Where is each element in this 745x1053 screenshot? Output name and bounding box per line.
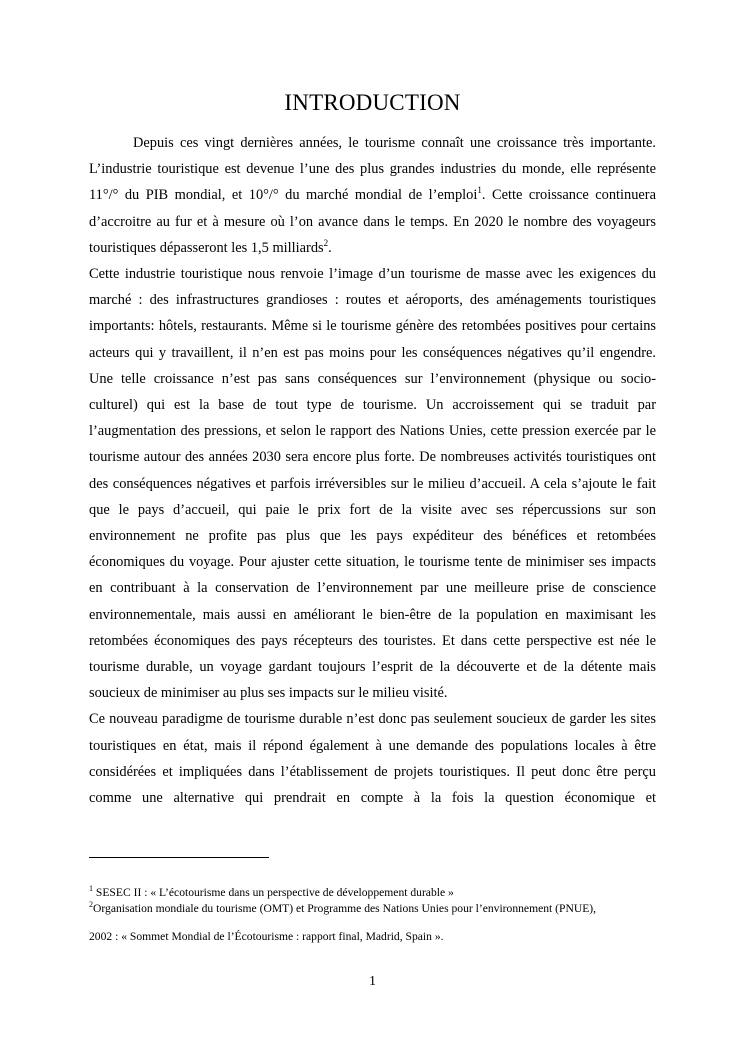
footnotes — [89, 885, 659, 945]
footnote-2-continuation: 2002 : « Sommet Mondial de l’Écotourisme : rapport final, Madrid, Spain ». — [89, 930, 444, 943]
footnote-1-text: SESEC II : « L’écotourisme dans un perspective de développement durable » — [93, 886, 454, 899]
body-text — [89, 130, 656, 811]
footnote-separator — [89, 857, 269, 858]
paragraph-3: Ce nouveau paradigme de tourisme durable n’est donc pas seulement soucieux de garder les sites touristiques en état, mais il répond également à une demande des populations locales à être considérées et impliquées dans l’établissement de projets touristiques. Il peut donc être perçu comme une alternative qui prendrait en compte à la fois la question économique et — [89, 711, 656, 807]
paragraph-1-segment-3: . — [328, 239, 332, 256]
paragraph-1 — [89, 130, 656, 261]
page-title: INTRODUCTION — [284, 90, 461, 115]
footnote-2-marker: 2 — [89, 900, 93, 910]
footnote-1 — [89, 885, 659, 901]
paragraph-1-segment-2: . Cette croissance continuera d’accroitre au fur et à mesure où l’on avance dans le temps. En 2020 le nombre des voyageurs touristiques dépasseront les 1,5 milliards — [89, 187, 656, 256]
footnote-ref-2[interactable]: 2 — [323, 238, 329, 249]
footnote-2-text: Organisation mondiale du tourisme (OMT) et Programme des Nations Unies pour l’environnement (PNUE), — [93, 902, 597, 915]
footnote-ref-1[interactable]: 1 — [477, 185, 482, 196]
page-number: 1 — [369, 974, 376, 989]
footnote-1-marker: 1 — [89, 884, 93, 894]
paragraph-2: Cette industrie touristique nous renvoie l’image d’un tourisme de masse avec les exigences du marché : des infrastructures grandioses : routes et aéroports, des aménagements touristiques importants: hôtels, restaurants. Même si le tourisme génère des retombées positives pour certains acteurs qui y travaillent, il n’en est pas moins pour les conséquences négatives qu’il engendre. Une telle croissance n’est pas sans conséquences sur l’environnement (physique ou socio-culturel) qui est la base de tout type de tourisme. Un accroissement qui se traduit par l’augmentation des pressions, et selon le rapport des Nations Unies, cette pression exercée par le tourisme autour des années 2030 sera encore plus forte. De nombreuses activités touristiques ont des conséquences négatives et parfois irréversibles sur le milieu d’accueil. A cela s’ajoute le fait que le pays d’accueil, qui paie le prix fort de la visite avec ses répercussions sur son environnement ne profite pas plus que les pays expéditeur des bénéfices et retombées économiques du voyage. Pour ajuster cette situation, le tourisme tente de minimiser ses impacts en contribuant à la conservation de l’environnement par une meilleure prise de conscience environnementale, mais aussi en améliorant le bien-être de la population en maximisant les retombées économiques des pays récepteurs des touristes. Et dans cette perspective est née le tourisme durable, un voyage gardant toujours l’esprit de la découverte et de la détente mais soucieux de minimiser au plus ses impacts sur le milieu visité. — [89, 266, 656, 702]
footnote-2 — [89, 901, 659, 917]
paragraph-1-segment-1: Depuis ces vingt dernières années, le tourisme connaît une croissance très importante. L’industrie touristique est devenue l’une des plus grandes industries du monde, elle représente 11°/° du PIB mondial, et 10°/° du marché mondial de l’emploi — [89, 135, 656, 204]
